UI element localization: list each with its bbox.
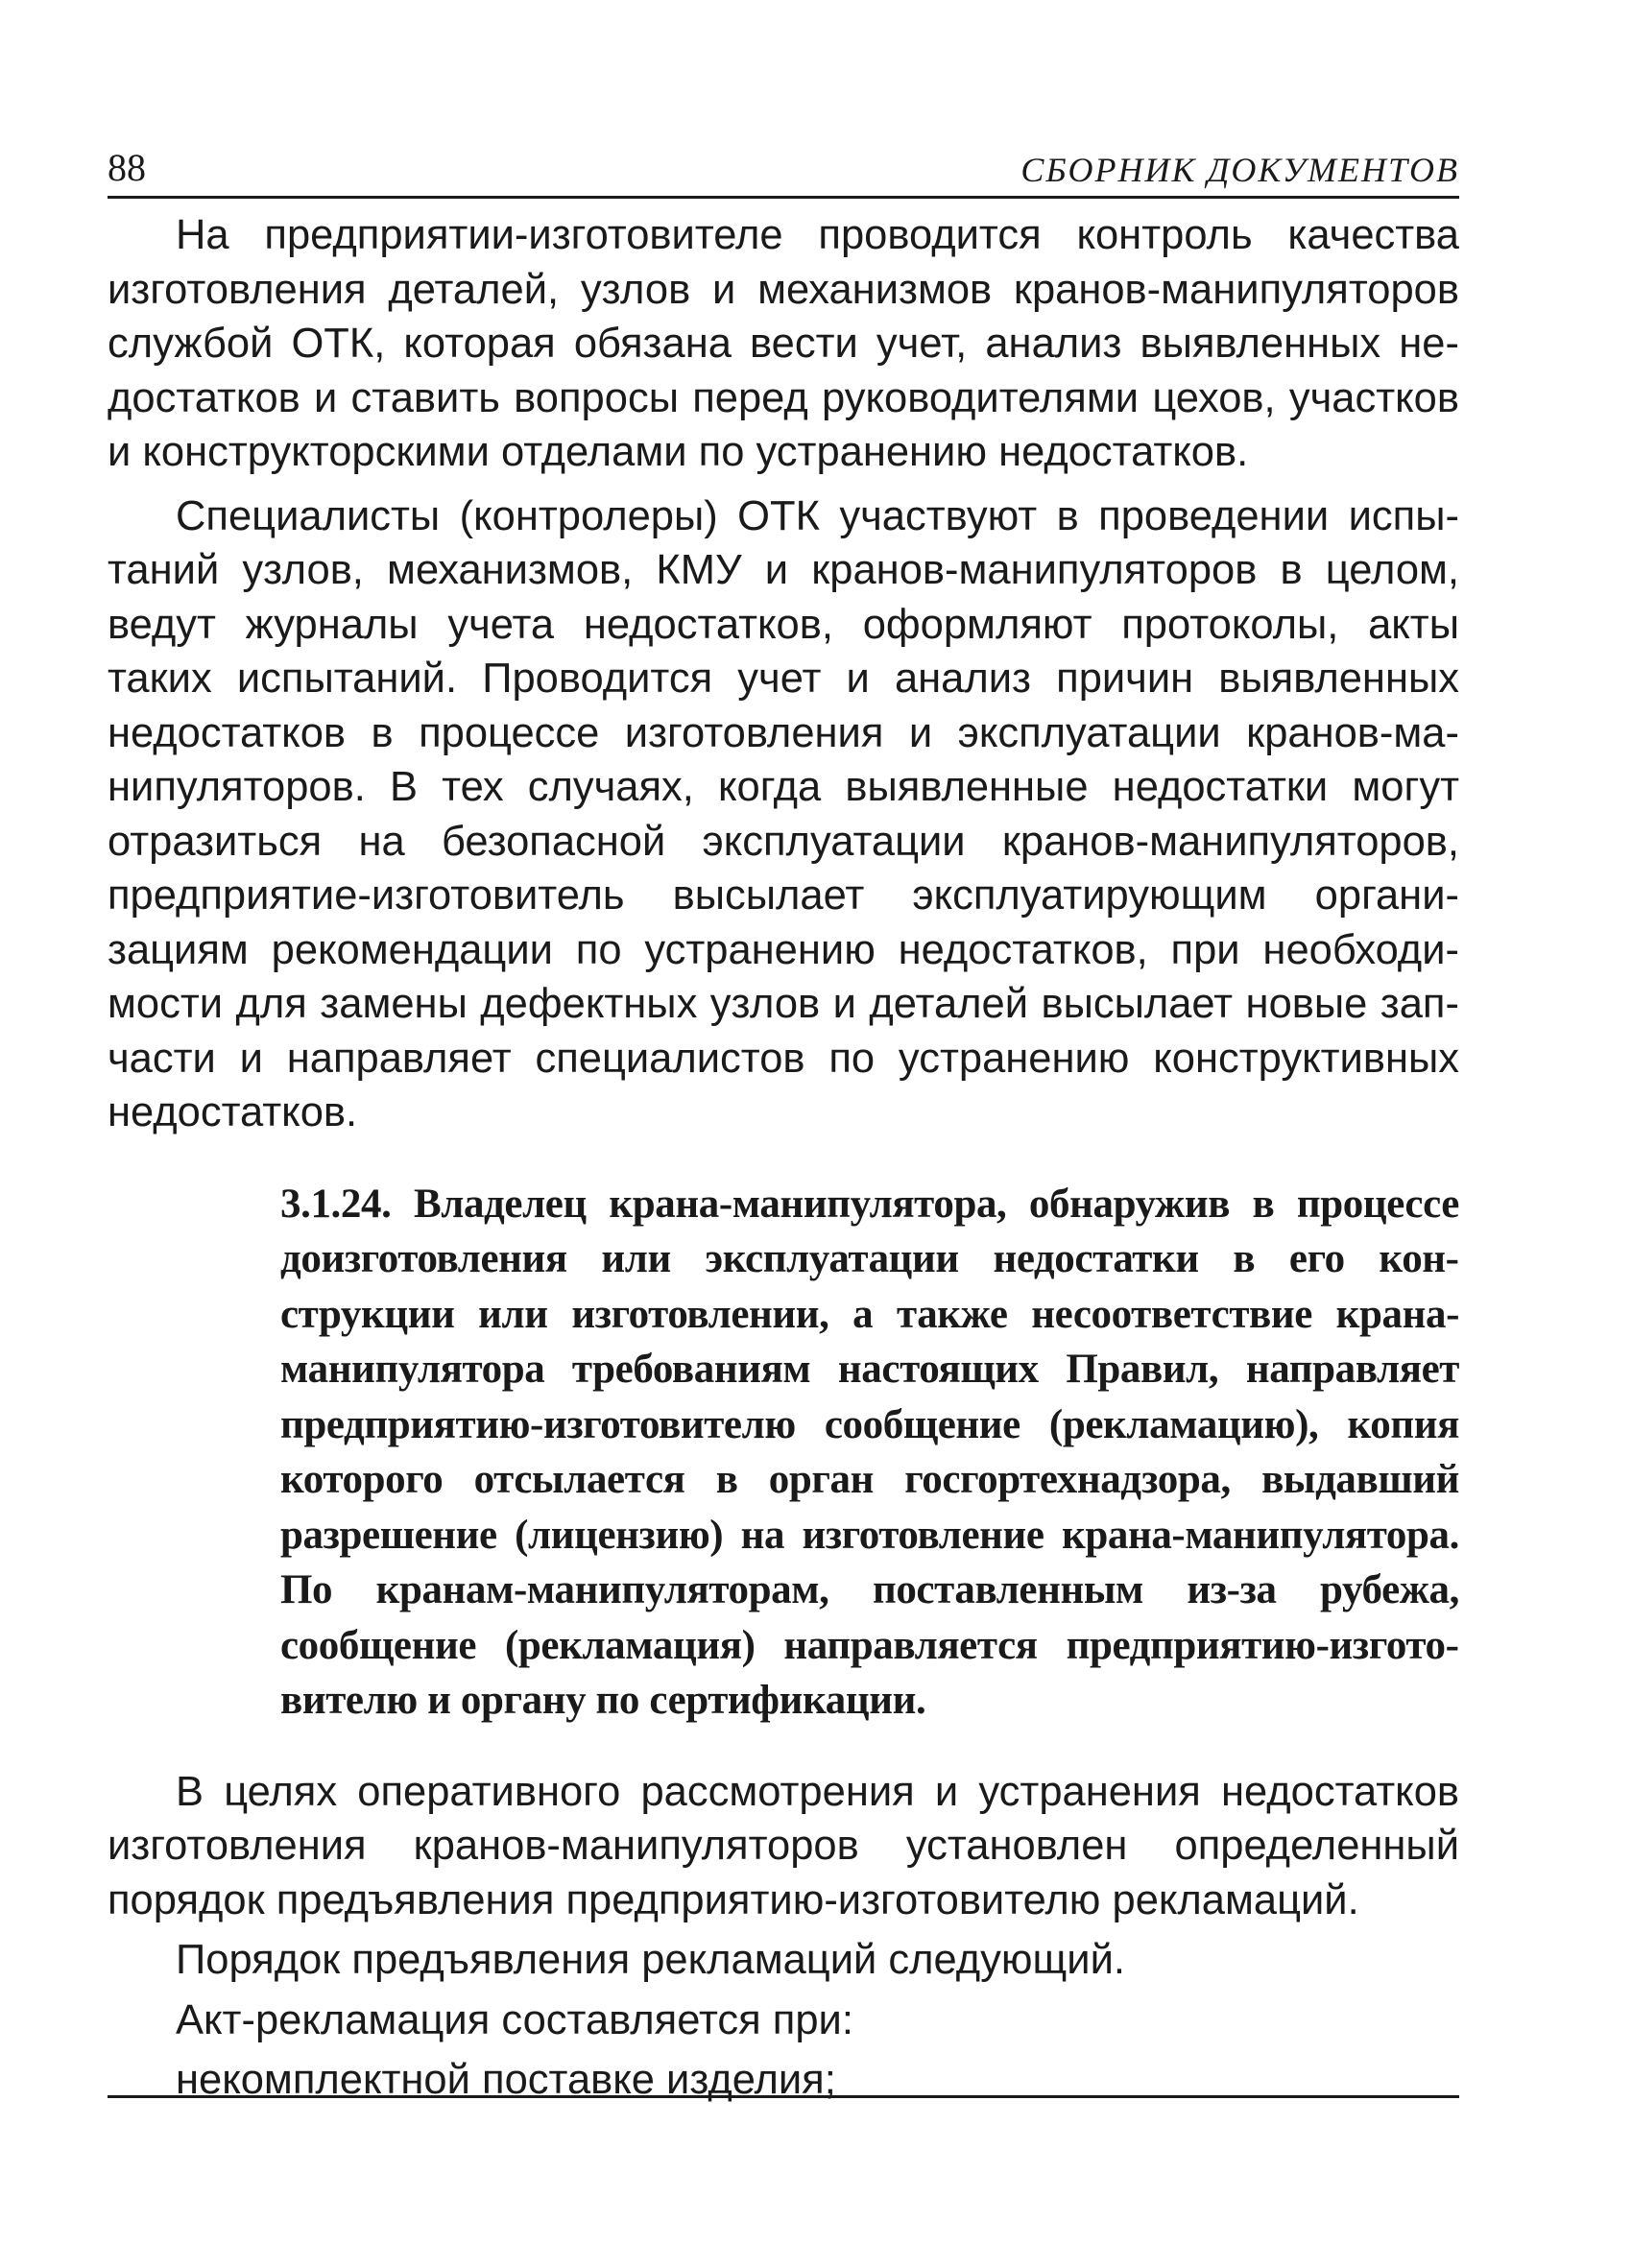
page-body	[108, 208, 1459, 2108]
paragraph-otk-control: На предприятии-изготовителе проводится контроль качества изготовления деталей, узлов и механизмов кранов-манипуляторов службой ОТК, которая обязана вести учет, анализ выявленных недостатков и ставить вопросы перед руководителями цехов, участков и конструкторскими отделами по устранению недостатков.	[108, 212, 1459, 475]
paragraph-claims-procedure: В целях оперативного рассмотрения и устранения недостатков изготовления кранов-манипуляторов установлен определенный порядок предъявления предприятию-изготовителю рекламаций.	[108, 1768, 1459, 1923]
running-title: СБОРНИК ДОКУМЕНТОВ	[1020, 151, 1459, 189]
page-header	[108, 144, 1459, 199]
footer-rule	[108, 2095, 1459, 2098]
paragraph-claims-order: Порядок предъявления рекламаций следующий.	[176, 1937, 1125, 1983]
page-number: 88	[108, 146, 146, 189]
clause-3-1-24: 3.1.24. Владелец крана-манипулятора, обнаружив в процессе доизготовления или эксплуатации недостатки в его конструкции или изготовлении, а также несоответствие крана-манипулятора требованиям настоящих Правил, направляет предприятию-изготовителю сообщение (рекламацию), копия которого отсылается в орган госгортехнадзора, выдавший разрешение (лицензию) на изготовление крана-манипулятора. По кранам-манипуляторам, поставленным из-за рубежа, сообщение (рекламация) направляется предприятию-изготовителю и органу по сертификации.	[280, 1181, 1459, 1723]
paragraph-otk-specialists: Специалисты (контролеры) ОТК участвуют в проведении испытаний узлов, механизмов, КМУ и кранов-манипуляторов в целом, ведут журналы учета недостатков, оформляют протоколы, акты таких испытаний. Проводится учет и анализ причин выявленных недостатков в процессе изготовления и эксплуатации кранов-манипуляторов. В тех случаях, когда выявленные недостатки могут отразиться на безопасной эксплуатации кранов-манипуляторов, предприятие-изготовитель высылает эксплуатирующим организациям рекомендации по устранению недостатков, при необходимости для замены дефектных узлов и деталей высылает новые запчасти и направляет специалистов по устранению конструктивных недостатков.	[108, 492, 1459, 1135]
paragraph-act-claim: Акт-рекламация составляется при:	[176, 1996, 853, 2043]
paragraph-incomplete-delivery: некомплектной поставке изделия;	[176, 2057, 836, 2103]
document-page	[108, 144, 1459, 2108]
